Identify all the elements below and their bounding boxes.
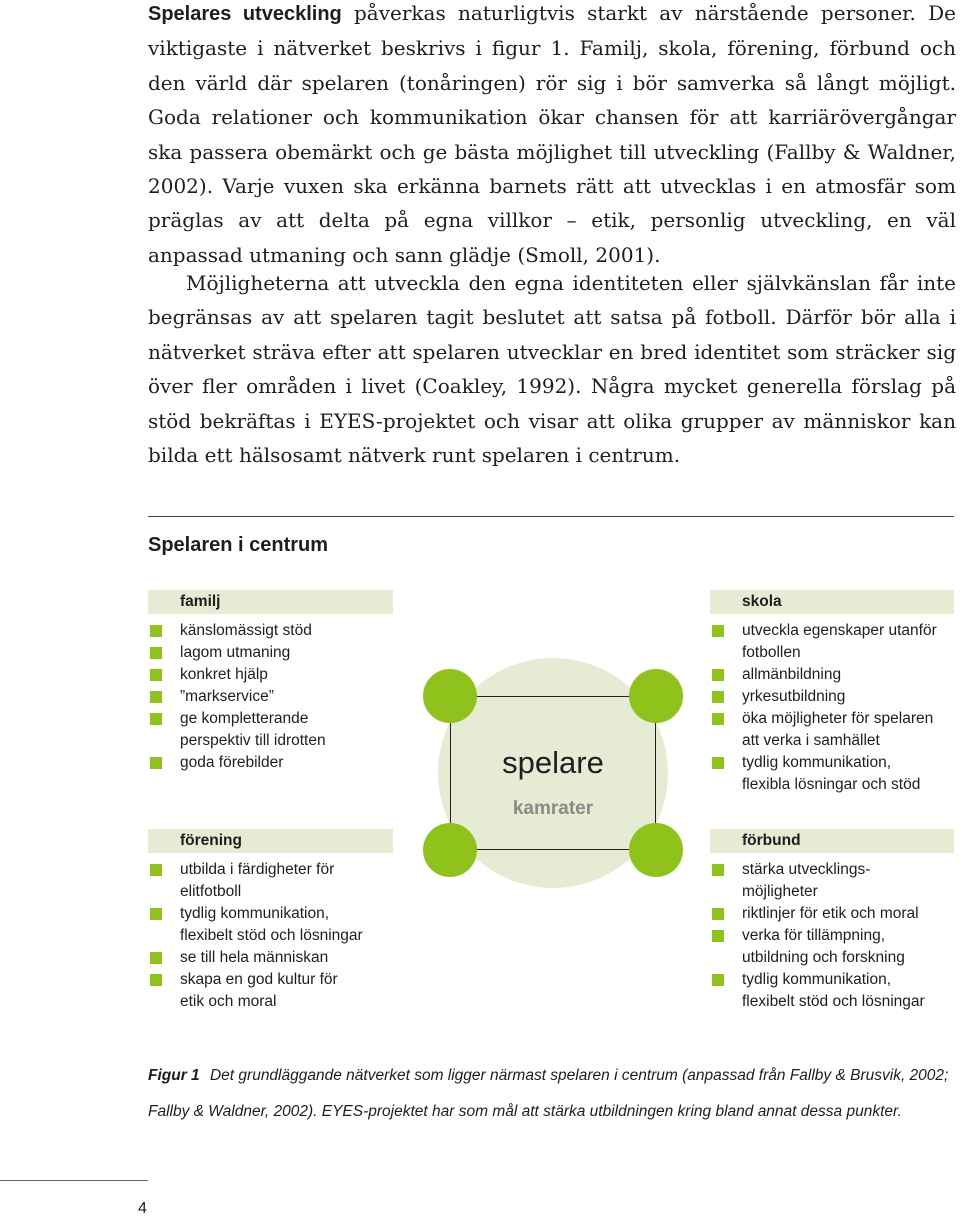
bullet-square-icon [150, 625, 162, 637]
list-item [710, 925, 954, 969]
bullet-square-icon [712, 930, 724, 942]
forening-box [148, 829, 393, 1013]
bullet-square-icon [150, 647, 162, 659]
list-item-text: lagom utmaning [180, 644, 291, 661]
list-item-text: yrkesutbildning [742, 688, 846, 705]
bullet-square-icon [150, 713, 162, 725]
list-item-text: utveckla egenskaper utanför fotbollen [742, 622, 937, 661]
list-item-text: ”markservice” [180, 688, 274, 705]
figure-title: Spelaren i centrum [148, 534, 329, 556]
list-item-text: ge kompletterande perspektiv till idrotten [180, 710, 326, 749]
node-top-right [629, 669, 683, 723]
list-item-text: allmänbildning [742, 666, 842, 683]
skola-list [710, 620, 954, 796]
list-item-text: tydlig kommunikation, flexibelt stöd och lösningar [742, 971, 925, 1010]
page-number: 4 [138, 1200, 147, 1217]
bullet-square-icon [150, 691, 162, 703]
bullet-square-icon [712, 625, 724, 637]
center-sublabel: kamrater [512, 798, 594, 819]
bullet-square-icon [150, 974, 162, 986]
bullet-square-icon [150, 908, 162, 920]
familj-header: familj [148, 590, 393, 614]
bullet-square-icon [712, 713, 724, 725]
forbund-box [710, 829, 954, 1013]
list-item-text: utbilda i färdigheter för elitfotboll [180, 861, 335, 900]
bullet-square-icon [712, 864, 724, 876]
bullet-square-icon [712, 974, 724, 986]
forbund-list [710, 859, 954, 1013]
list-item-text: konkret hjälp [180, 666, 268, 683]
familj-list [148, 620, 393, 774]
list-item [148, 752, 393, 774]
caption-text: Det grundläggande nätverket som ligger närmast spelaren i centrum (anpassad från Fallby & Brusvik, 2002; Fallby & Waldner, 2002). EYES-projektet har som mål att stärka utbildningen kring bland annat dessa punkter. [148, 1067, 949, 1120]
list-item-text: goda förebilder [180, 754, 284, 771]
footnote-rule [0, 1180, 148, 1181]
intro-paragraph-2: Möjligheterna att utveckla den egna identiteten eller självkänslan får inte begränsas av att spelaren tagit beslutet att satsa på fotboll. Därför bör alla i nätverket sträva efter att spelaren utvecklar en bred identitet som sträcker sig över fler områden i livet (Coakley, 1992). Några mycket generella förslag på stöd bekräftas i EYES-projektet och visar att olika grupper av människor kan bilda ett hälsosamt nätverk runt spelaren i centrum. [148, 271, 956, 468]
skola-header: skola [710, 590, 954, 614]
list-item-text: verka för tillämpning, utbildning och forskning [742, 927, 905, 966]
list-item [710, 686, 954, 708]
forbund-header: förbund [710, 829, 954, 853]
list-item-text: tydlig kommunikation, flexibelt stöd och lösningar [180, 905, 363, 944]
node-bottom-left [423, 823, 477, 877]
bullet-square-icon [712, 669, 724, 681]
list-item-text: tydlig kommunikation, flexibla lösningar och stöd [742, 754, 921, 793]
list-item-text: skapa en god kultur för etik och moral [180, 971, 338, 1010]
skola-box [710, 590, 954, 796]
center-label: spelare [502, 745, 604, 780]
list-item-text: se till hela människan [180, 949, 329, 966]
bullet-square-icon [150, 669, 162, 681]
figure-divider [148, 516, 954, 517]
bullet-square-icon [150, 757, 162, 769]
list-item [148, 686, 393, 708]
list-item [148, 969, 393, 1013]
list-item [710, 664, 954, 686]
list-item [710, 752, 954, 796]
list-item [710, 903, 954, 925]
network-diagram [425, 645, 681, 901]
node-bottom-right [629, 823, 683, 877]
node-top-left [423, 669, 477, 723]
list-item [148, 903, 393, 947]
list-item [710, 859, 954, 903]
bullet-square-icon [712, 757, 724, 769]
intro-paragraph-1 [148, 0, 956, 272]
bullet-square-icon [712, 908, 724, 920]
list-item [148, 664, 393, 686]
list-item [710, 969, 954, 1013]
list-item [148, 947, 393, 969]
bullet-square-icon [712, 691, 724, 703]
intro-paragraph-1-text: påverkas naturligtvis starkt av närstående personer. De viktigaste i nätverket beskrivs i figur 1. Familj, skola, förening, förbund och den värld där spelaren (tonåringen) rör sig i bör samverka så långt möjligt. Goda relationer och kommunikation ökar chansen för att karriärövergångar ska passera obemärkt och ge bästa möjlighet till utveckling (Fallby & Waldner, 2002). Varje vuxen ska erkänna barnets rätt att utvecklas i en atmosfär som präglas av att delta på egna villkor – etik, personlig utveckling, en väl anpassad utmaning och sann glädje (Smoll, 2001). [148, 1, 956, 267]
list-item [148, 708, 393, 752]
intro-lead: Spelares utveckling [148, 3, 342, 25]
list-item-text: öka möjligheter för spelaren att verka i samhället [742, 710, 934, 749]
figure-caption [148, 1058, 958, 1130]
list-item-text: riktlinjer för etik och moral [742, 905, 919, 922]
forening-list [148, 859, 393, 1013]
list-item [148, 859, 393, 903]
list-item [148, 620, 393, 642]
list-item [710, 708, 954, 752]
bullet-square-icon [150, 864, 162, 876]
list-item [710, 620, 954, 664]
caption-label: Figur 1 [148, 1067, 200, 1084]
list-item [148, 642, 393, 664]
list-item-text: stärka utvecklings- möjligheter [742, 861, 871, 900]
forening-header: förening [148, 829, 393, 853]
bullet-square-icon [150, 952, 162, 964]
familj-box [148, 590, 393, 774]
list-item-text: känslomässigt stöd [180, 622, 312, 639]
